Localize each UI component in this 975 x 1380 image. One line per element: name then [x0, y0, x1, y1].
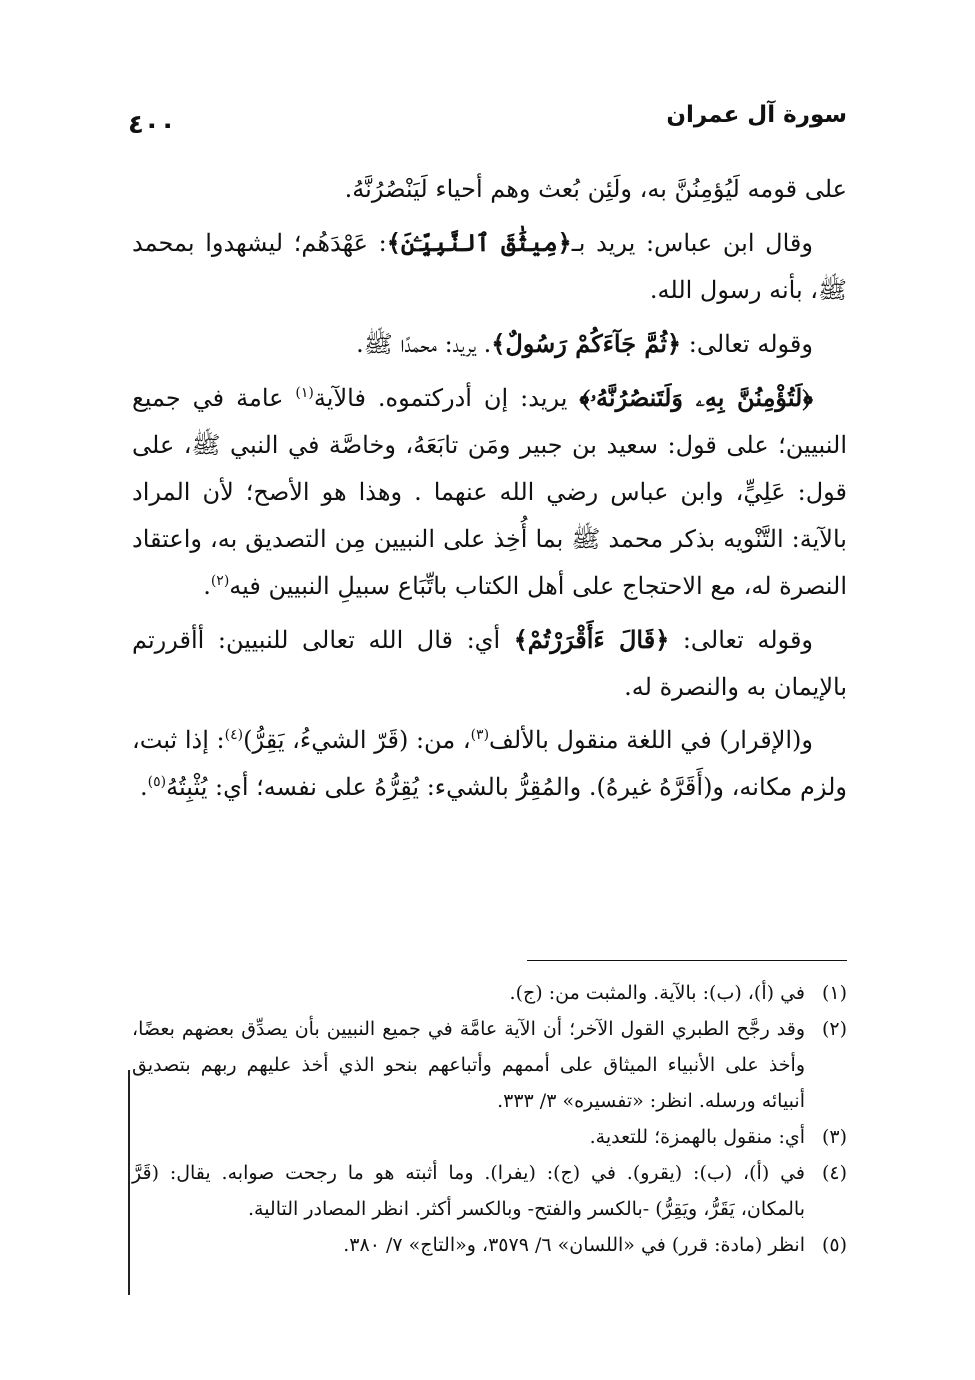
quran-quote: ﴿لَتُؤْمِنُنَّ بِهِۦ وَلَتَنصُرُنَّهُۥ﴾ — [579, 383, 814, 412]
footnote-number: (١) — [821, 982, 847, 1004]
paragraph-1 — [132, 166, 847, 213]
text-span: أي: قال الله تعالى للنبيين: أأقررتم بالإيمان به والنصرة له. — [132, 626, 847, 701]
footnote-ref-4[interactable]: (٤) — [224, 727, 244, 743]
footnote-ref-3[interactable]: (٣) — [470, 727, 490, 743]
text-span: : عَهْدَهُم؛ ليشهدوا بمحمد ﷺ، بأنه رسول الله. — [132, 229, 847, 304]
quran-quote: ﴿قَالَ ءَأَقْرَرْتُمْ﴾ — [513, 625, 670, 654]
footnote-5 — [132, 1227, 847, 1263]
page-number: ٤٠٠ — [128, 110, 176, 140]
footnote-1 — [132, 975, 847, 1011]
text-span: . — [140, 773, 148, 801]
text-span: وقوله تعالى: — [681, 330, 813, 358]
paragraph-2 — [132, 219, 847, 314]
footnote-text: انظر (مادة: قرر) في «اللسان» ٦/ ٣٥٧٩، و«التاج» ٧/ ٣٨٠. — [343, 1234, 805, 1256]
quran-quote: ﴿ثُمَّ جَآءَكُمْ رَسُولٌ﴾ — [491, 329, 682, 358]
quran-quote: ﴿مِيثَٰقَ ٱلنَّبِيِّـۧنَ﴾ — [386, 228, 572, 257]
footnotes — [132, 975, 847, 1263]
text-span: على قومه لَيُؤمِنُنَّ به، ولَئِن بُعث وهم أحياء لَيَنْصُرُنَّهُ. — [344, 175, 847, 203]
footnote-ref-5[interactable]: (٥) — [147, 774, 167, 790]
footnote-3 — [132, 1119, 847, 1155]
text-span: و(الإقرار) في اللغة منقول بالألف — [489, 726, 813, 754]
footnote-text: في (أ)، (ب): (يقرو). في (ج): (يفرا). وما أثبته هو ما رجحت صوابه. يقال: (قَرَّ بالمكان، يَقَرُّ، ويَقِرُّ) -بالكسر والفتح- وبالكسر أكثر. انظر المصادر التالية. — [132, 1162, 805, 1220]
footnote-text: أي: منقول بالهمزة؛ للتعدية. — [589, 1126, 805, 1148]
footnote-number: (٥) — [821, 1234, 847, 1256]
text-span: : إذا ثبت، ولزم مكانه، و(أَقَرَّهُ غيرهُ). والمُقِرُّ بالشيء: يُقِرُّهُ على نفسه؛ أي: يُثْبِتُهُ — [132, 726, 847, 801]
text-span: . — [203, 572, 211, 600]
footnote-number: (٣) — [821, 1126, 847, 1148]
surah-title: سورة آل عمران — [666, 102, 847, 128]
margin-rule — [128, 1070, 130, 1295]
footnote-4 — [132, 1155, 847, 1227]
text-span: . يريد: محمدًا ﷺ. — [356, 330, 492, 358]
footnote-number: (٤) — [821, 1162, 847, 1184]
footnote-ref-1[interactable]: (١) — [295, 385, 314, 401]
text-span: وقال ابن عباس: يريد بـ — [571, 229, 813, 257]
paragraph-6 — [132, 717, 847, 811]
footnote-number: (٢) — [821, 1018, 847, 1040]
footnote-text: في (أ)، (ب): بالآية. والمثبت من: (ج). — [509, 982, 805, 1004]
footnote-2 — [132, 1011, 847, 1119]
text-span: يريد: إن أدركتموه. فالآية — [313, 384, 580, 412]
paragraph-5 — [132, 616, 847, 711]
running-head — [128, 92, 847, 142]
text-span: عامة في جميع النبيين؛ على قول: سعيد بن جبير ومَن تابَعَهُ، وخاصَّة في النبي ﷺ، على قول: عَلِيٍّ، وابن عباس رضي الله عنهما . وهذا هو الأصح؛ لأن المراد بالآية: التَّنْويه بذكر محمد ﷺ بما أُخِذ على النبيين مِن التصديق به، واعتقاد النصرة له، مع الاحتجاج على أهل الكتاب باتِّبَاع سبيلِ النبيين فيه — [132, 384, 847, 600]
main-text — [132, 166, 847, 817]
text-span: ، من: (قَرّ الشيءُ، يَقِرُّ) — [243, 726, 471, 754]
footnote-text: وقد رجَّح الطبري القول الآخر؛ أن الآية عامَّة في جميع النبيين بأن يصدِّق بعضهم بعضًا، وأخذ على الأنبياء الميثاق على أممهم وأتباعهم بنحو الذي أخذ عليهم ربهم بتصديق أنبيائه ورسله. انظر: «تفسيره» ٣/ ٣٣٣. — [132, 1018, 805, 1112]
text-span: وقوله تعالى: — [669, 626, 814, 654]
footnote-separator — [527, 960, 847, 961]
footnote-ref-2[interactable]: (٢) — [210, 573, 230, 589]
paragraph-4 — [132, 374, 847, 610]
paragraph-3 — [132, 320, 847, 368]
